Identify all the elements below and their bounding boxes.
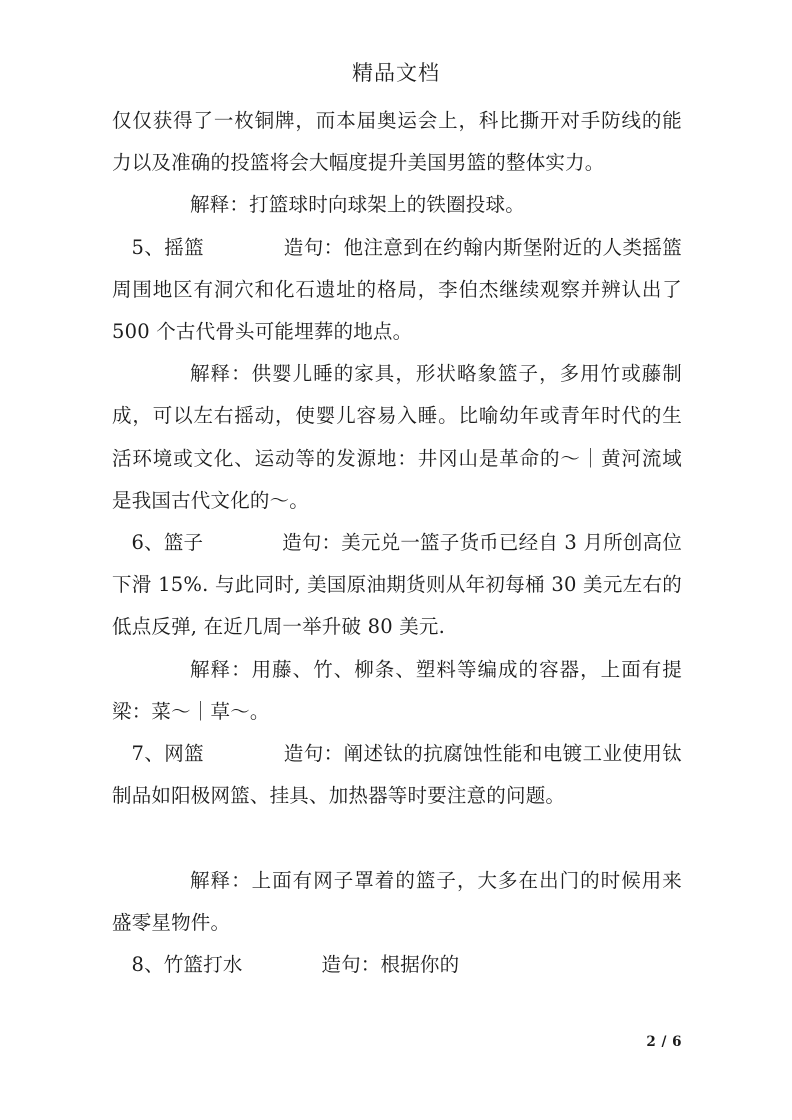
body-paragraph: 8、竹篮打水 造句：根据你的 (131, 953, 460, 977)
body-paragraph: 解释：供婴儿睡的家具，形状略象篮子，多用竹或藤制成，可以左右摇动，使婴儿容易入睡。比喻幼年或青年时代的生活环境或文化、运动等的发源地：井冈山是革命的～｜黄河流域是我国古代文化的～。 (112, 362, 682, 512)
page-number: 2 / 6 (646, 1034, 682, 1050)
body-paragraph: 7、网篮 造句：阐述钛的抗腐蚀性能和电镀工业使用钛制品如阳极网篮、挂具、加热器等时要注意的问题。 (112, 742, 682, 808)
blank-line (112, 817, 682, 859)
page-header-title: 精品文档 (352, 61, 440, 85)
body-paragraph: 仅仅获得了一枚铜牌，而本届奥运会上，科比撕开对手防线的能力以及准确的投篮将会大幅度提升美国男篮的整体实力。 (112, 109, 682, 175)
body-paragraph: 5、摇篮 造句：他注意到在约翰内斯堡附近的人类摇篮周围地区有洞穴和化石遗址的格局，李伯杰继续观察并辨认出了 500 个古代骨头可能埋葬的地点。 (112, 235, 689, 344)
body-paragraph: 解释：打篮球时向球架上的铁圈投球。 (190, 193, 525, 217)
body-paragraph: 解释：用藤、竹、柳条、塑料等编成的容器，上面有提梁：菜～｜草～。 (112, 657, 682, 723)
body-paragraph: 6、篮子 造句：美元兑一篮子货币已经自 3 月所创高位下滑 15%. 与此同时, 美国原油期货则从年初每桶 30 美元左右的低点反弹, 在近几周一举升破 80 美元. (112, 531, 682, 639)
body-paragraph: 解释：上面有网子罩着的篮子，大多在出门的时候用来盛零星物件。 (112, 868, 682, 934)
document-body (112, 100, 689, 986)
